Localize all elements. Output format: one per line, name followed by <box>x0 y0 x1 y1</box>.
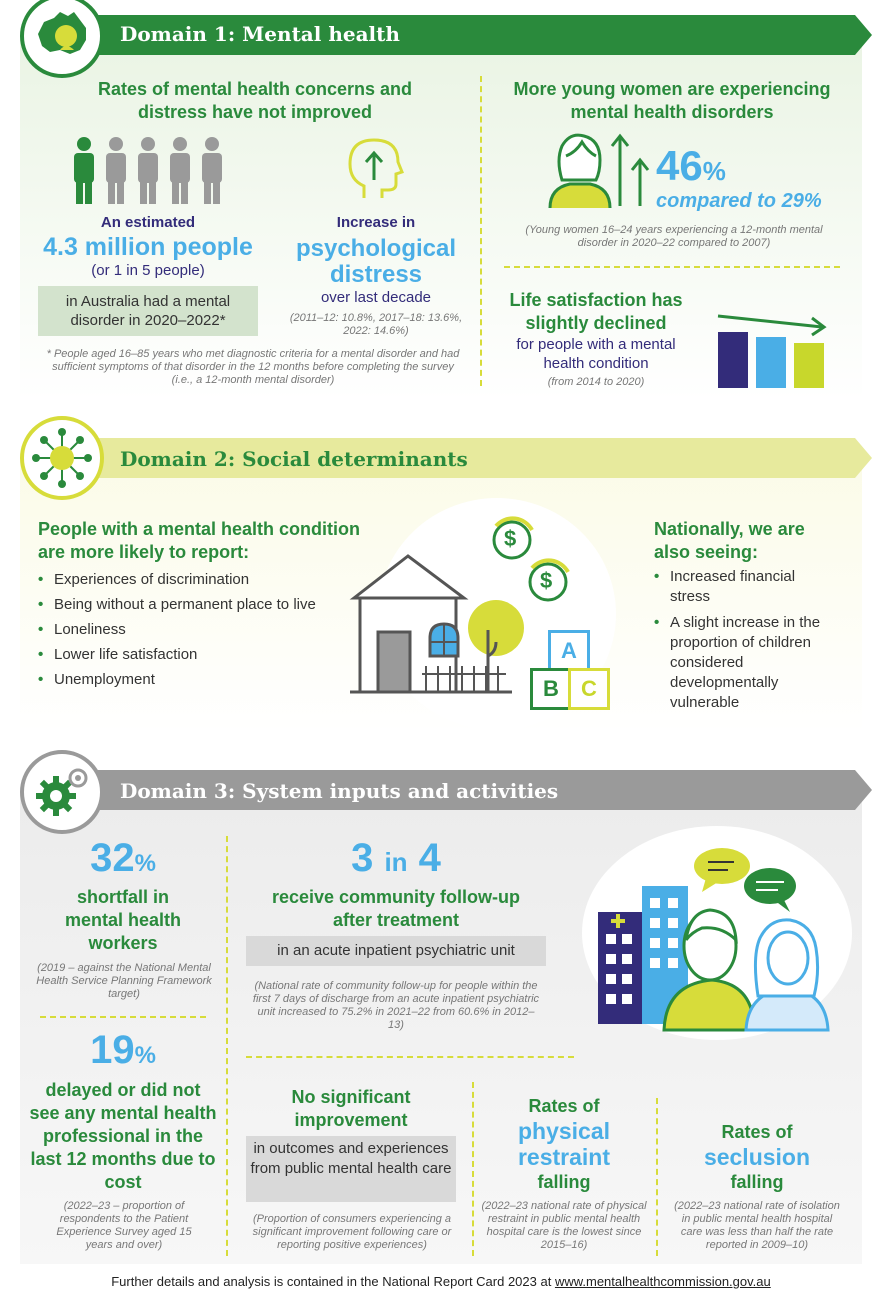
footer <box>0 1274 882 1289</box>
followup-box <box>246 936 546 966</box>
bar-3 <box>794 343 824 388</box>
life-note: (from 2014 to 2020) <box>547 376 645 388</box>
list-item: • Increased financial stress <box>654 567 834 607</box>
shortfall-note: (2019 – against the National Mental Health Service Planning Framework target) <box>36 962 212 1000</box>
domain2-title: Domain 2: Social determinants <box>120 447 468 471</box>
dollar-icon: $ <box>504 526 517 551</box>
estimated-box-text: in Australia had a mental disorder in 2020–2022* <box>65 293 231 329</box>
domain3-badge <box>20 750 104 834</box>
followup-num2: 4 <box>418 836 441 880</box>
shortfall-percent <box>48 836 198 881</box>
delayed-note: (2022–23 – proportion of respondents to the Patient Experience Survey aged 15 years and over) <box>56 1200 192 1251</box>
block-a-letter: A <box>561 638 577 663</box>
followup-label: receive community follow-up after treatment <box>271 887 521 930</box>
domain1-footnote: * People aged 16–85 years who met diagnostic criteria for a mental disorder and had sufficient symptoms of that disorder in the 12 months before completing the survey (i.e., a 12-month mental disorder) <box>46 348 460 386</box>
percent-sign: % <box>134 850 156 877</box>
list-item: • Experiences of discrimination <box>38 567 348 592</box>
domain3-title: Domain 3: System inputs and activities <box>120 779 559 803</box>
block-a <box>548 630 590 672</box>
seclusion-post: falling <box>730 1172 784 1192</box>
block-b-letter: B <box>543 676 559 701</box>
restraint-key: physical restraint <box>517 1118 611 1170</box>
declining-bars-chart <box>712 312 832 390</box>
delayed-value: 19 <box>90 1028 135 1072</box>
restraint-post: falling <box>537 1172 591 1192</box>
percent-sign: % <box>134 1042 156 1069</box>
delayed-percent <box>48 1028 198 1073</box>
dollar-icon: $ <box>540 568 553 593</box>
seclusion-note: (2022–23 national rate of isolation in public mental health hospital care was less than half the rate reported in 2009–10) <box>674 1200 840 1251</box>
list-item: • Being without a permanent place to live <box>38 592 348 617</box>
estimated-box <box>38 286 258 336</box>
restraint-note: (2022–23 national rate of physical restraint in public mental health hospital care is the lowest since 2015–16) <box>481 1200 647 1251</box>
followup-in: in <box>384 847 408 877</box>
list-item: • A slight increase in the proportion of children considered developmentally vulnerable <box>654 613 834 713</box>
domain1-right-heading: More young women are experiencing mental health disorders <box>513 79 831 122</box>
block-c <box>568 668 610 710</box>
bar-2 <box>756 337 786 388</box>
women-compare: compared to 29% <box>656 190 822 212</box>
estimated-label: An estimated <box>100 214 196 231</box>
estimated-ratio: (or 1 in 5 people) <box>91 262 205 279</box>
restraint-pre: Rates of <box>528 1096 600 1116</box>
followup-note: (National rate of community follow-up for people within the first 7 days of discharge from an acute inpatient psychiatric unit increased to 75.2% in 2021–22 from 60.6% in 2012–13) <box>252 980 540 1031</box>
estimated-value: 4.3 million people <box>43 233 253 261</box>
footer-text: Further details and analysis is contained in the National Report Card 2023 at <box>111 1274 555 1289</box>
hospital-people-illustration <box>594 846 844 1036</box>
bar-1 <box>718 332 748 388</box>
domain2-badge <box>20 416 104 500</box>
people-icon <box>68 136 230 206</box>
footer-link[interactable]: www.mentalhealthcommission.gov.au <box>554 1274 771 1289</box>
followup-num1: 3 <box>351 836 374 880</box>
women-note: (Young women 16–24 years experiencing a 12-month mental disorder in 2020–22 compared to 2007) <box>525 224 823 249</box>
noimp-box <box>246 1136 456 1202</box>
women-percent-sign: % <box>702 156 726 186</box>
noimp-box-text: in outcomes and experiences from public mental health care <box>250 1140 452 1177</box>
block-b <box>530 668 572 710</box>
woman-arrow-icon <box>546 130 654 212</box>
increase-label: Increase in <box>336 214 416 231</box>
shortfall-value: 32 <box>90 836 135 880</box>
domain2-right-heading: Nationally, we are also seeing: <box>654 519 805 562</box>
list-item: • Unemployment <box>38 667 348 692</box>
domain1-left-heading: Rates of mental health concerns and distress have not improved <box>97 79 413 122</box>
domain1-title: Domain 1: Mental health <box>120 22 400 46</box>
followup-box-text: in an acute inpatient psychiatric unit <box>277 942 515 959</box>
life-sub: for people with a mental health condition <box>516 336 676 372</box>
list-item: • Lower life satisfaction <box>38 642 348 667</box>
noimp-note: (Proportion of consumers experiencing a significant improvement following care or reporting positive experiences) <box>252 1213 452 1251</box>
noimp-heading: No significant improvement <box>291 1087 411 1130</box>
life-heading: Life satisfaction has slightly declined <box>509 290 683 333</box>
shortfall-label: shortfall in mental health workers <box>64 887 182 953</box>
domain2-left-list <box>38 567 348 692</box>
women-percent-value: 46 <box>656 142 703 189</box>
increase-note: (2011–12: 10.8%, 2017–18: 13.6%, 2022: 14.6%) <box>289 312 463 337</box>
head-arrow-up-icon <box>344 134 406 206</box>
women-percent <box>656 142 726 190</box>
seclusion-key: seclusion <box>703 1144 811 1170</box>
seclusion-pre: Rates of <box>721 1122 793 1142</box>
network-icon <box>24 420 100 496</box>
delayed-label: delayed or did not see any mental health professional in the last 12 months due to cost <box>29 1080 217 1192</box>
gears-icon <box>24 754 100 830</box>
australia-head-icon <box>24 0 100 74</box>
domain2-left-heading: People with a mental health condition are more likely to report: <box>38 519 361 562</box>
block-c-letter: C <box>581 676 597 701</box>
increase-value: psychological distress <box>295 235 457 288</box>
domain2-right-list <box>654 567 834 713</box>
increase-period: over last decade <box>320 289 432 306</box>
followup-fraction <box>246 836 546 881</box>
list-item: • Loneliness <box>38 617 348 642</box>
